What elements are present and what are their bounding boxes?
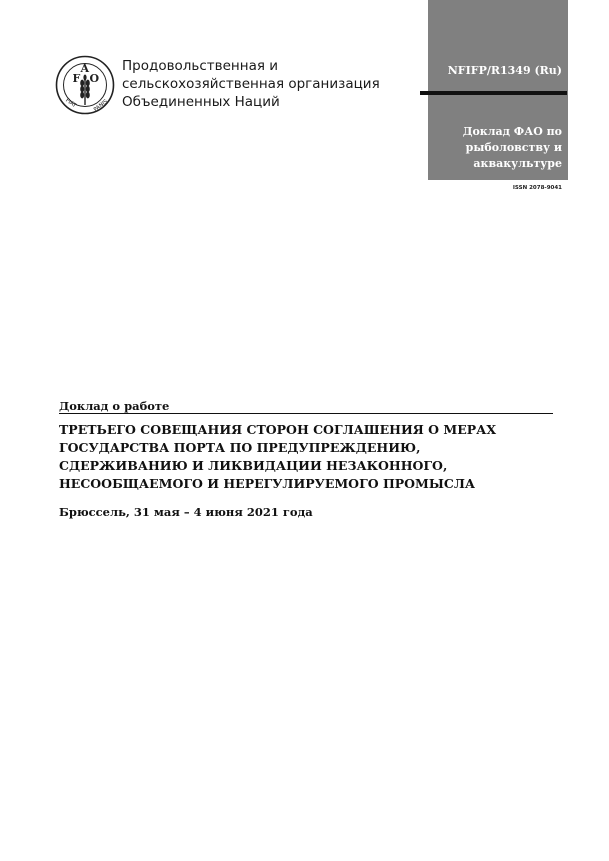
series-panel — [428, 0, 568, 180]
logo-letter-o: O — [89, 72, 100, 85]
document-title-line: ТРЕТЬЕГО СОВЕЩАНИЯ СТОРОН СОГЛАШЕНИЯ О МЕРАХ — [59, 422, 497, 437]
document-title-line: ГОСУДАРСТВА ПОРТА ПО ПРЕДУПРЕЖДЕНИЮ, — [59, 440, 421, 455]
series-title-line: Доклад ФАО по — [462, 125, 562, 138]
series-title-line: рыболовству и — [465, 141, 562, 154]
series-title — [428, 124, 562, 172]
logo-letter-a: A — [80, 62, 90, 75]
org-name-line: Объединенных Наций — [122, 94, 280, 110]
org-name-line: Продовольственная и — [122, 58, 279, 74]
series-divider — [420, 91, 567, 95]
logo-motto-fiat: FIAT — [64, 97, 78, 110]
issn-number: ISSN 2078-9041 — [512, 185, 562, 191]
series-title-line: аквакультуре — [473, 157, 562, 170]
fao-logo-icon — [55, 55, 115, 115]
logo-letter-f: F — [72, 72, 81, 85]
series-code: NFIFP/R1349 (Ru) — [447, 64, 562, 77]
organization-name — [122, 57, 380, 111]
document-type: Доклад о работе — [59, 399, 170, 413]
document-title-line: СДЕРЖИВАНИЮ И ЛИКВИДАЦИИ НЕЗАКОННОГО, — [59, 458, 448, 473]
logo-motto-panis: PANIS — [92, 98, 110, 114]
meeting-place-date: Брюссель, 31 мая – 4 июня 2021 года — [59, 505, 313, 519]
document-title — [59, 421, 553, 493]
document-divider — [59, 413, 553, 414]
document-title-line: НЕСООБЩАЕМОГО И НЕРЕГУЛИРУЕМОГО ПРОМЫСЛА — [59, 476, 476, 491]
org-name-line: сельскохозяйственная организация — [122, 76, 380, 92]
